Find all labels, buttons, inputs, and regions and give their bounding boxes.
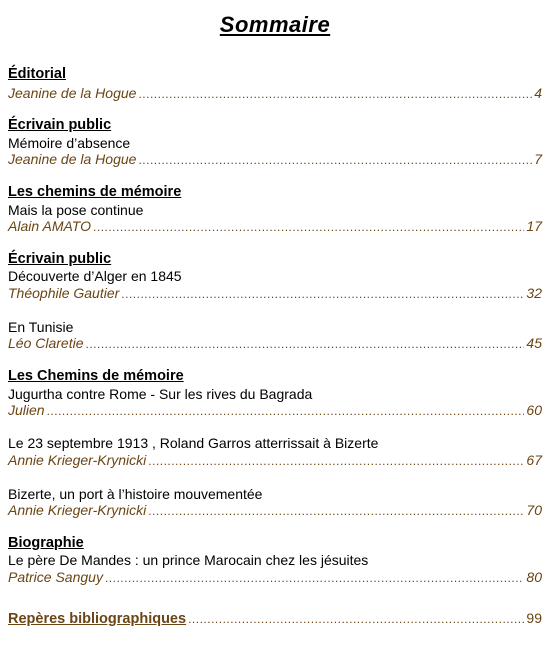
section-heading-chemins-de-memoire: Les Chemins de mémoire xyxy=(8,368,184,384)
dot-leader xyxy=(138,87,532,101)
section-heading-ecrivain-public: Écrivain public xyxy=(8,251,112,267)
article-title: En Tunisie xyxy=(8,319,74,335)
dot-leader xyxy=(105,571,524,585)
bibliography-link[interactable]: Repères bibliographiques xyxy=(8,611,187,627)
entry-page: 80 xyxy=(526,569,542,585)
dot-leader xyxy=(86,337,525,351)
toc-entry[interactable] xyxy=(8,285,542,301)
entry-page: 7 xyxy=(534,151,542,167)
entry-author: Annie Krieger-Krynicki xyxy=(8,452,147,468)
section-heading-chemins-de-memoire: Les chemins de mémoire xyxy=(8,184,182,200)
entry-author: Patrice Sanguy xyxy=(8,569,103,585)
entry-author: Annie Krieger-Krynicki xyxy=(8,502,147,518)
toc-entry-bibliography[interactable] xyxy=(8,610,542,627)
toc-entry[interactable] xyxy=(8,402,542,418)
article-title: Bizerte, un port à l’histoire mouvementée xyxy=(8,486,263,502)
entry-page: 45 xyxy=(526,335,542,351)
toc-entry[interactable] xyxy=(8,85,542,101)
dot-leader xyxy=(47,404,525,418)
entry-page: 67 xyxy=(526,452,542,468)
entry-page: 4 xyxy=(534,85,542,101)
section-heading-biographie: Biographie xyxy=(8,535,84,551)
section-heading-ecrivain-public: Écrivain public xyxy=(8,117,112,133)
entry-page: 60 xyxy=(526,402,542,418)
entry-author: Julien xyxy=(8,402,45,418)
entry-page: 17 xyxy=(526,218,542,234)
dot-leader xyxy=(138,153,532,167)
article-title: Découverte d’Alger en 1845 xyxy=(8,268,182,284)
article-title: Mais la pose continue xyxy=(8,202,144,218)
entry-author: Jeanine de la Hogue xyxy=(8,85,137,101)
toc-entry[interactable] xyxy=(8,502,542,518)
entry-author: Alain AMATO xyxy=(8,218,91,234)
entry-author: Théophile Gautier xyxy=(8,285,120,301)
article-title: Le père De Mandes : un prince Marocain chez les jésuites xyxy=(8,552,369,568)
dot-leader xyxy=(188,612,524,626)
toc-entry[interactable] xyxy=(8,569,542,585)
dot-leader xyxy=(148,454,524,468)
toc-entry[interactable] xyxy=(8,218,542,234)
entry-author: Léo Claretie xyxy=(8,335,84,351)
article-title: Le 23 septembre 1913 , Roland Garros atterrissait à Bizerte xyxy=(8,435,379,451)
dot-leader xyxy=(121,287,524,301)
dot-leader xyxy=(93,220,524,234)
section-heading-editorial: Éditorial xyxy=(8,66,67,82)
toc-entry[interactable] xyxy=(8,335,542,351)
entry-page: 32 xyxy=(526,285,542,301)
page-title: Sommaire xyxy=(219,12,331,37)
toc-entry[interactable] xyxy=(8,151,542,167)
article-title: Jugurtha contre Rome - Sur les rives du Bagrada xyxy=(8,386,313,402)
dot-leader xyxy=(148,504,524,518)
toc-entry[interactable] xyxy=(8,452,542,468)
entry-page: 99 xyxy=(526,610,542,626)
entry-author: Jeanine de la Hogue xyxy=(8,151,137,167)
article-title: Mémoire d’absence xyxy=(8,135,131,151)
entry-page: 70 xyxy=(526,502,542,518)
